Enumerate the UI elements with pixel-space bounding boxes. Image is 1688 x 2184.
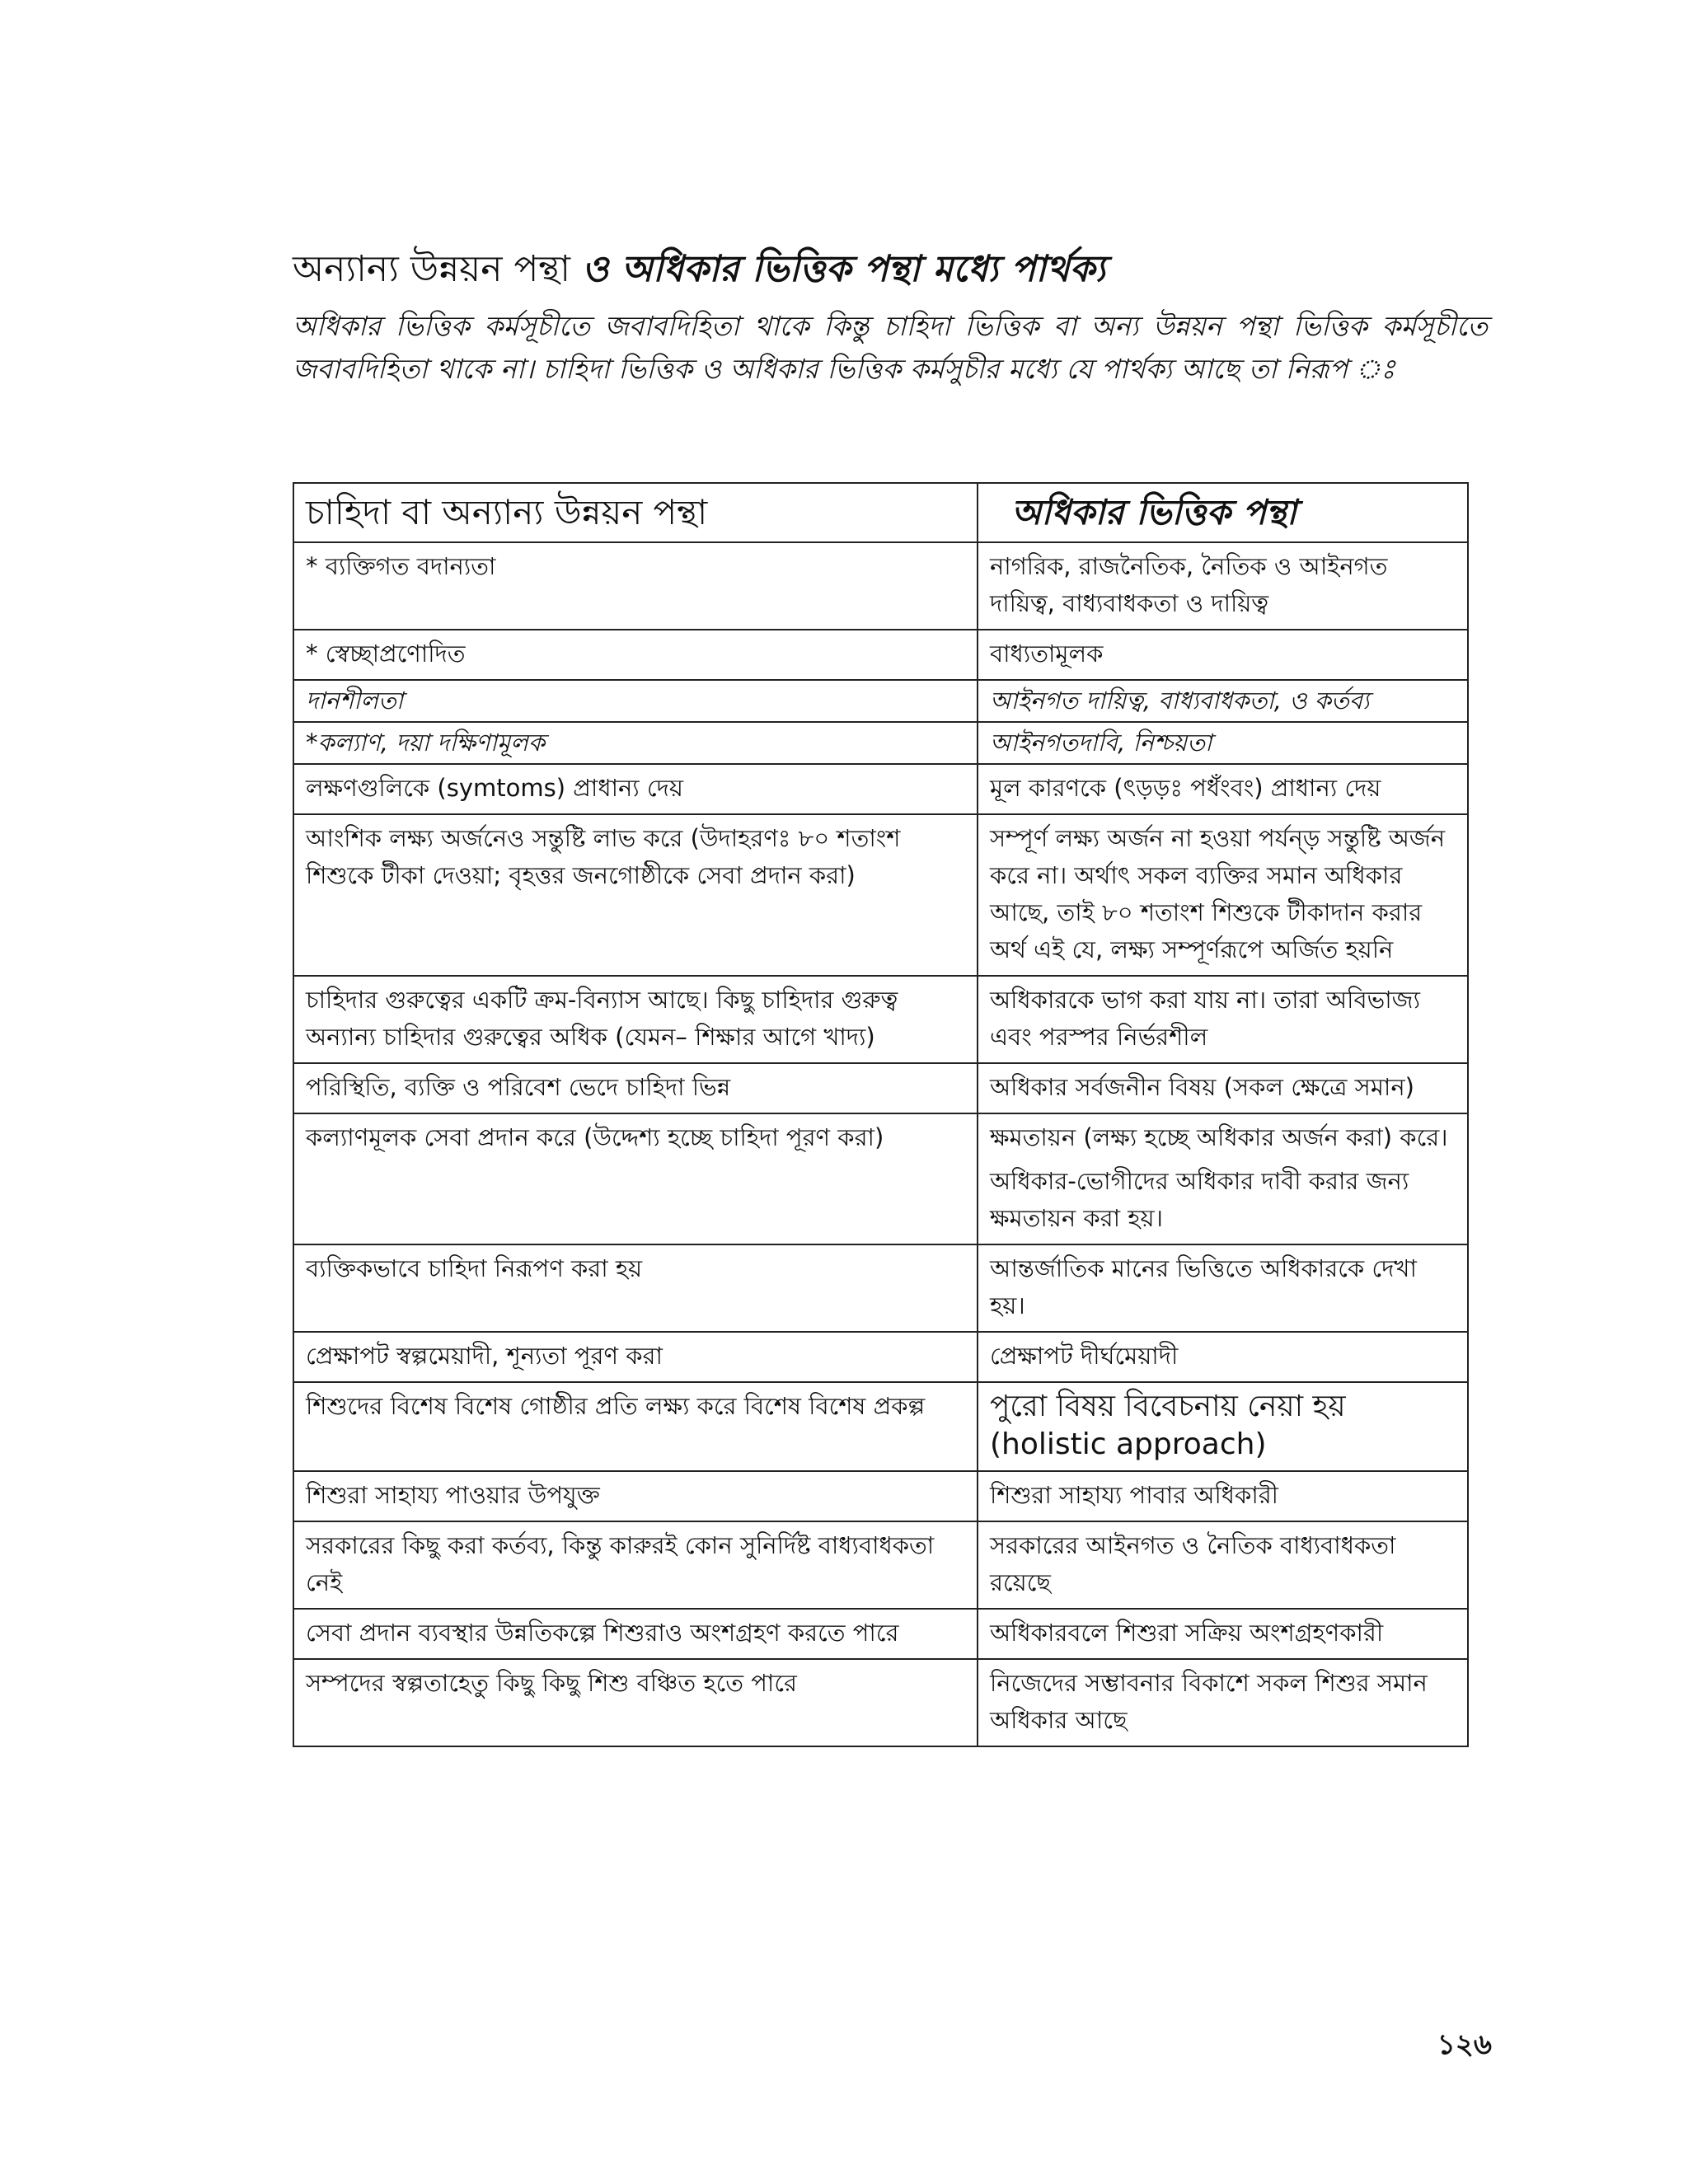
cell-rights: আইনগত দায়িত্ব, বাধ্যবাধকতা, ও কর্তব্য (978, 680, 1468, 722)
cell-needs: ব্যক্তিকভাবে চাহিদা নিরূপণ করা হয় (293, 1244, 978, 1332)
cell-rights: সরকারের আইনগত ও নৈতিক বাধ্যবাধকতা রয়েছে (978, 1521, 1468, 1609)
table-row (293, 1244, 1468, 1332)
comparison-table (293, 482, 1469, 1747)
cell-rights-paragraph: ক্ষমতায়ন (লক্ষ্য হচ্ছে অধিকার অর্জন করা) করে। (990, 1123, 1448, 1151)
cell-rights: শিশুরা সাহায্য পাবার অধিকারী (978, 1471, 1468, 1521)
table-row (293, 764, 1468, 814)
table-row (293, 1382, 1468, 1471)
table-row (293, 1332, 1468, 1382)
cell-needs: সেবা প্রদান ব্যবস্থার উন্নতিকল্পে শিশুরাও অংশগ্রহণ করতে পারে (293, 1609, 978, 1659)
cell-needs: লক্ষণগুলিকে (symtoms) প্রাধান্য দেয় (293, 764, 978, 814)
cell-needs: * ব্যক্তিগত বদান্যতা (293, 542, 978, 630)
cell-rights: মূল কারণকে (ৎড়ড়ঃ পধঁংবং) প্রাধান্য দেয় (978, 764, 1468, 814)
cell-rights: বাধ্যতামূলক (978, 630, 1468, 680)
table-row (293, 1113, 1468, 1244)
table-header-row (293, 483, 1468, 542)
table-row (293, 1063, 1468, 1113)
cell-rights: সম্পূর্ণ লক্ষ্য অর্জন না হওয়া পর্যন্ড় সন্তুষ্টি অর্জন করে না। অর্থাৎ সকল ব্যক্তির সমান অধিকার আছে, তাই ৮০ শতাংশ শিশুকে টীকাদান করার অর্থ এই যে, লক্ষ্য সম্পূর্ণরূপে অর্জিত হয়নি (978, 814, 1468, 976)
heading-part-regular: অন্যান্য উন্নয়ন পন্থা (293, 248, 583, 290)
cell-needs: সরকারের কিছু করা কর্তব্য, কিন্তু কারুরই কোন সুনির্দিষ্ট বাধ্যবাধকতা নেই (293, 1521, 978, 1609)
cell-needs: * স্বেচ্ছাপ্রণোদিত (293, 630, 978, 680)
header-needs-based: চাহিদা বা অন্যান্য উন্নয়ন পন্থা (293, 483, 978, 542)
table-row (293, 1471, 1468, 1521)
table-row (293, 1659, 1468, 1746)
table-row (293, 1521, 1468, 1609)
cell-needs: প্রেক্ষাপট স্বল্পমেয়াদী, শূন্যতা পূরণ করা (293, 1332, 978, 1382)
cell-rights: অধিকারবলে শিশুরা সক্রিয় অংশগ্রহণকারী (978, 1609, 1468, 1659)
table-row (293, 722, 1468, 764)
cell-rights: অধিকার সর্বজনীন বিষয় (সকল ক্ষেত্রে সমান) (978, 1063, 1468, 1113)
heading-part-italic: ও অধিকার ভিত্তিক পন্থা মধ্যে পার্থক্য (582, 248, 1106, 290)
table-row (293, 630, 1468, 680)
cell-rights: পুরো বিষয় বিবেচনায় নেয়া হয় (holistic approach) (978, 1382, 1468, 1471)
page-number: ১২৬ (1437, 2028, 1492, 2061)
table-row (293, 542, 1468, 630)
cell-needs: সম্পদের স্বল্পতাহেতু কিছু কিছু শিশু বঞ্চিত হতে পারে (293, 1659, 978, 1746)
cell-rights-paragraph: অধিকার-ভোগীদের অধিকার দাবী করার জন্য ক্ষমতায়ন করা হয়। (990, 1167, 1409, 1232)
cell-needs: শিশুদের বিশেষ বিশেষ গোষ্ঠীর প্রতি লক্ষ্য করে বিশেষ বিশেষ প্রকল্প (293, 1382, 978, 1471)
cell-needs: চাহিদার গুরুত্বের একটি ক্রম-বিন্যাস আছে। কিছু চাহিদার গুরুত্ব অন্যান্য চাহিদার গুরুত্বের অধিক (যেমন– শিক্ষার আগে খাদ্য) (293, 976, 978, 1063)
page-heading (293, 243, 1488, 296)
cell-needs: শিশুরা সাহায্য পাওয়ার উপযুক্ত (293, 1471, 978, 1521)
cell-rights: আইনগতদাবি, নিশ্চয়তা (978, 722, 1468, 764)
cell-rights: আন্তর্জাতিক মানের ভিত্তিতে অধিকারকে দেখা হয়। (978, 1244, 1468, 1332)
cell-rights: নিজেদের সম্ভাবনার বিকাশে সকল শিশুর সমান অধিকার আছে (978, 1659, 1468, 1746)
table-row (293, 1609, 1468, 1659)
table-row (293, 680, 1468, 722)
cell-rights (978, 1113, 1468, 1244)
table-row (293, 976, 1468, 1063)
cell-needs: দানশীলতা (293, 680, 978, 722)
cell-rights: অধিকারকে ভাগ করা যায় না। তারা অবিভাজ্য এবং পরস্পর নির্ভরশীল (978, 976, 1468, 1063)
cell-needs: আংশিক লক্ষ্য অর্জনেও সন্তুষ্টি লাভ করে (উদাহরণঃ ৮০ শতাংশ শিশুকে টীকা দেওয়া; বৃহত্তর জনগোষ্ঠীকে সেবা প্রদান করা) (293, 814, 978, 976)
header-rights-based: অধিকার ভিত্তিক পন্থা (978, 483, 1468, 542)
table-row (293, 814, 1468, 976)
intro-paragraph: অধিকার ভিত্তিক কর্মসূচীতে জবাবদিহিতা থাকে কিন্তু চাহিদা ভিত্তিক বা অন্য উন্নয়ন পন্থা ভিত্তিক কর্মসূচীতে জবাবদিহিতা থাকে না। চাহিদা ভিত্তিক ও অধিকার ভিত্তিক কর্মসুচীর মধ্যে যে পার্থক্য আছে তা নিরূপ ঃ (293, 310, 1488, 385)
cell-needs: কল্যাণমূলক সেবা প্রদান করে (উদ্দেশ্য হচ্ছে চাহিদা পূরণ করা) (293, 1113, 978, 1244)
cell-rights: প্রেক্ষাপট দীর্ঘমেয়াদী (978, 1332, 1468, 1382)
cell-needs: পরিস্থিতি, ব্যক্তি ও পরিবেশ ভেদে চাহিদা ভিন্ন (293, 1063, 978, 1113)
cell-rights: নাগরিক, রাজনৈতিক, নৈতিক ও আইনগত দায়িত্ব, বাধ্যবাধকতা ও দায়িত্ব (978, 542, 1468, 630)
cell-needs: *কল্যাণ, দয়া দক্ষিণামূলক (293, 722, 978, 764)
